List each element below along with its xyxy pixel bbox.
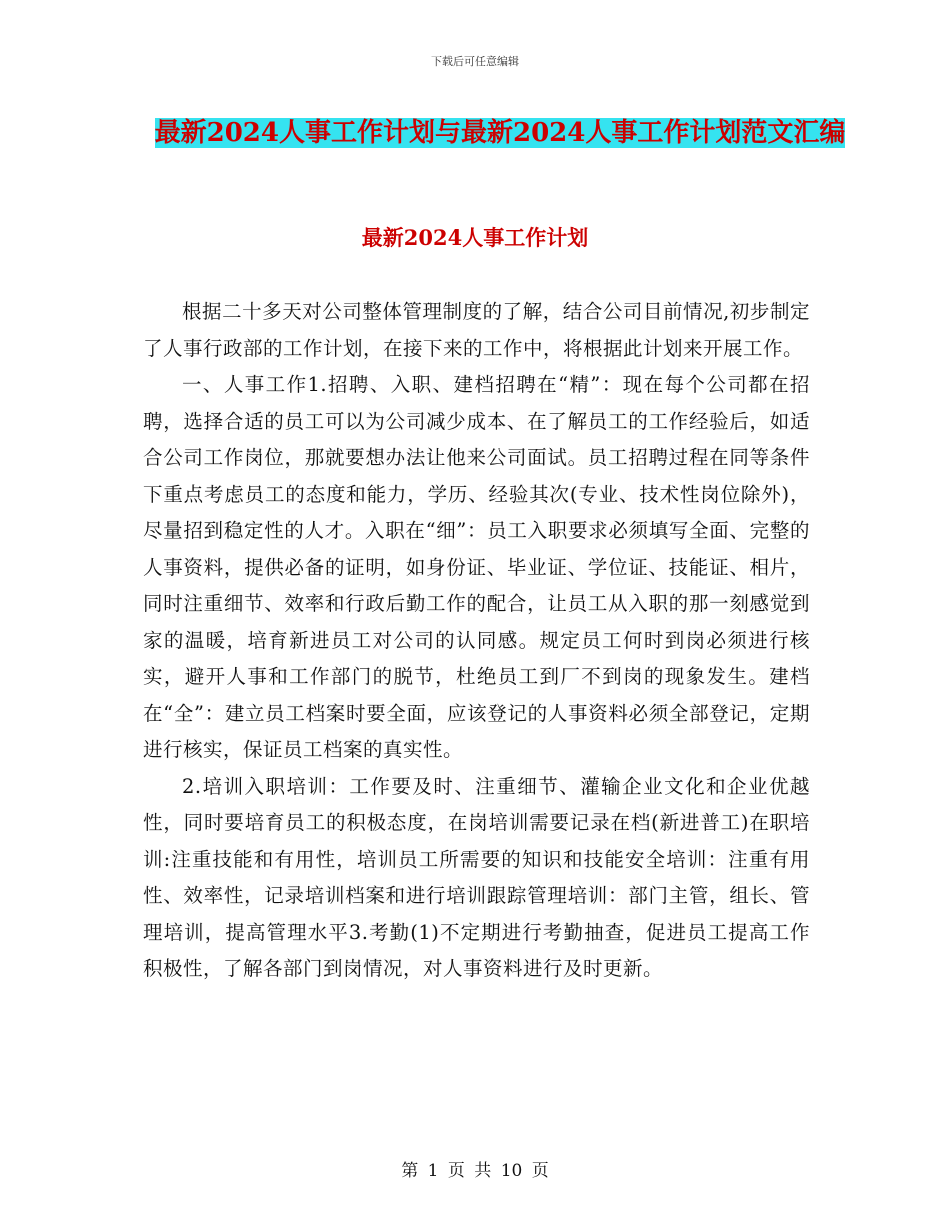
header-note: 下载后可任意编辑 <box>431 55 519 68</box>
document-body <box>143 294 810 988</box>
document-title-text: 最新2024人事工作计划与最新2024人事工作计划范文汇编 <box>154 118 846 148</box>
paragraph: 一、人事工作1.招聘、入职、建档招聘在“精”：现在每个公司都在招聘，选择合适的员工可以为公司减少成本、在了解员工的工作经验后，如适合公司工作岗位，那就要想办法让他来公司面试。员工招聘过程在同等条件下重点考虑员工的态度和能力，学历、经验其次(专业、技术性岗位除外)，尽量招到稳定性的人才。入职在“细”：员工入职要求必须填写全面、完整的人事资料，提供必备的证明，如身份证、毕业证、学位证、技能证、相片，同时注重细节、效率和行政后勤工作的配合，让员工从入职的那一刻感觉到家的温暖，培育新进员工对公司的认同感。规定员工何时到岗必须进行核实，避开人事和工作部门的脱节，杜绝员工到厂不到岗的现象发生。建档在“全”：建立员工档案时要全面，应该登记的人事资料必须全部登记，定期进行核实，保证员工档案的真实性。 <box>143 373 810 761</box>
document-title <box>150 108 850 158</box>
section-title: 最新2024人事工作计划 <box>361 225 589 250</box>
page-number: 第 1 页 共 10 页 <box>401 1161 549 1181</box>
paragraph: 根据二十多天对公司整体管理制度的了解，结合公司目前情况,初步制定了人事行政部的工作计划，在接下来的工作中，将根据此计划来开展工作。 <box>143 300 810 360</box>
paragraph: 2.培训入职培训：工作要及时、注重细节、灌输企业文化和企业优越性，同时要培育员工的积极态度，在岗培训需要记录在档(新进普工)在职培训:注重技能和有用性，培训员工所需要的知识和技能安全培训：注重有用性、效率性，记录培训档案和进行培训跟踪管理培训：部门主管，组长、管理培训，提高管理水平3.考勤(1)不定期进行考勤抽查，促进员工提高工作积极性，了解各部门到岗情况，对人事资料进行及时更新。 <box>143 774 810 980</box>
